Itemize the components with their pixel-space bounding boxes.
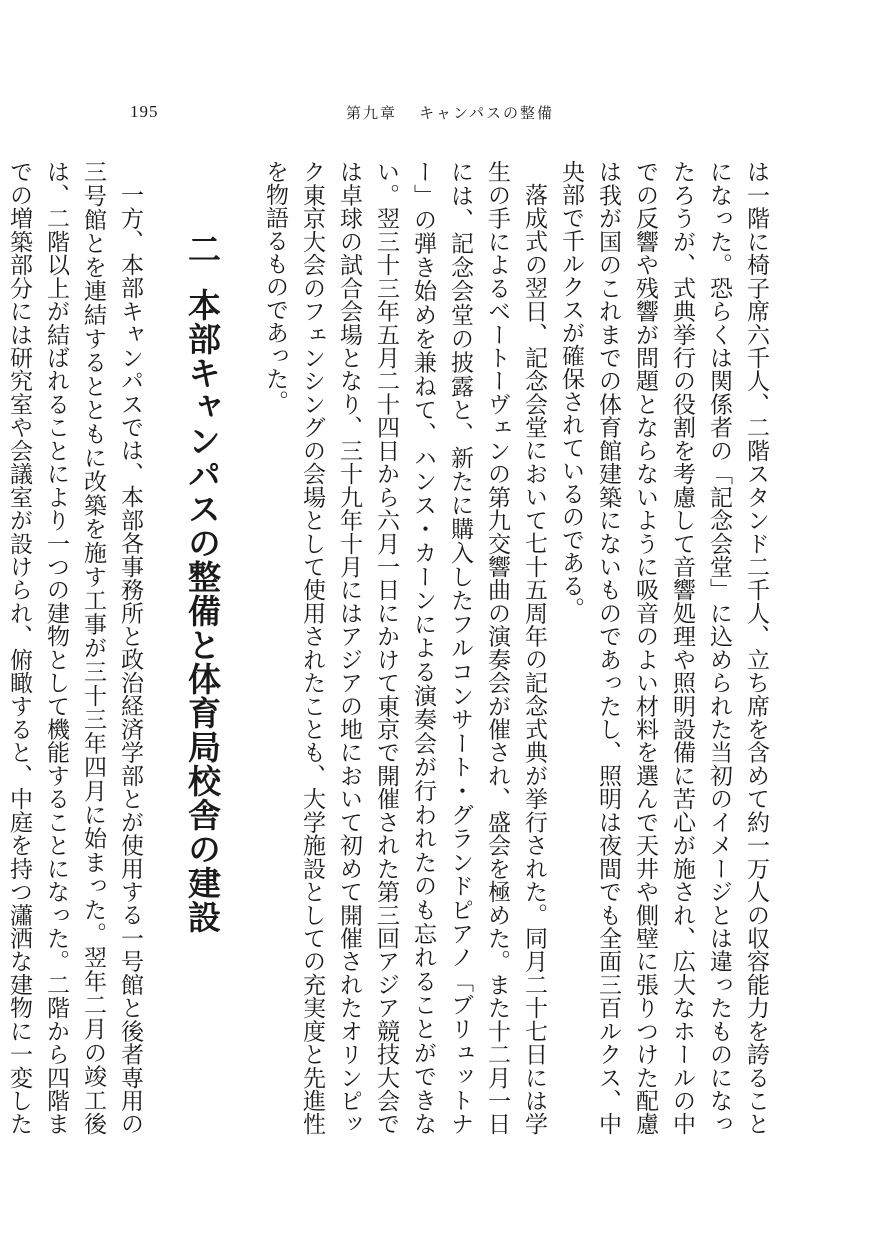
paragraph: 一方、本部キャンパスでは、本部各事務所と政治経済学部とが使用する一号館と後者専用の三号館とを連結するとともに改築を施す工事が三十三年四月に始まった。翌年二月の竣工後は、二階以上が結ばれることにより一つの建物として機能することになった。二階から四階までの増築部分には研究室や会議室が設けられ、俯瞰すると、中庭を持つ瀟洒な建物に一変した	[6, 160, 143, 1135]
section-number: 二	[183, 232, 222, 266]
chapter-label: 第九章	[346, 104, 398, 122]
body-text	[0, 160, 774, 1135]
paragraph-continued: は一階に椅子席六千人、二階スタンド二千人、立ち席を含めて約一万人の収容能力を誇ることになった。恐らくは関係者の「記念会堂」に込められた当初のイメージとは違ったものになったろうが、式典挙行の役割を考慮して音響処理や照明設備に苦心が施され、広大なホールの中での反響や残響が問題とならないように吸音のよい材料を選んで天井や側壁に張りつけた配慮は我が国のこれまでの体育館建築にないものであったし、照明は夜間でも全面三百ルクス、中央部で千ルクスが確保されているのである。	[558, 160, 769, 1135]
chapter-title: キャンパスの整備	[419, 104, 554, 122]
page-number: 195	[130, 102, 159, 121]
section-heading	[180, 160, 224, 1135]
running-header	[346, 102, 554, 123]
paragraph: 落成式の翌日、記念会堂において七十五周年の記念式典が挙行された。同月二十七日には学生の手によるベートーヴェンの第九交響曲の演奏会が催され、盛会を極めた。また十二月一日には、記念会堂の披露と、新たに購入したフルコンサート・グランドピアノ「ブリュットナー」の弾き始めを兼ねて、ハンス・カーンによる演奏会が行われたのも忘れることができない。翌三十三年五月二十四日から六月一日にかけて東京で開催された第三回アジア競技大会では卓球の試合会場となり、三十九年十月にはアジアの地において初めて開催されたオリンピック東京大会のフェンシングの会場として使用されたことも、大学施設としての充実度と先進性を物語るものであった。	[262, 160, 547, 1135]
section-title: 本部キャンパスの整備と体育局校舎の建設	[183, 288, 222, 934]
